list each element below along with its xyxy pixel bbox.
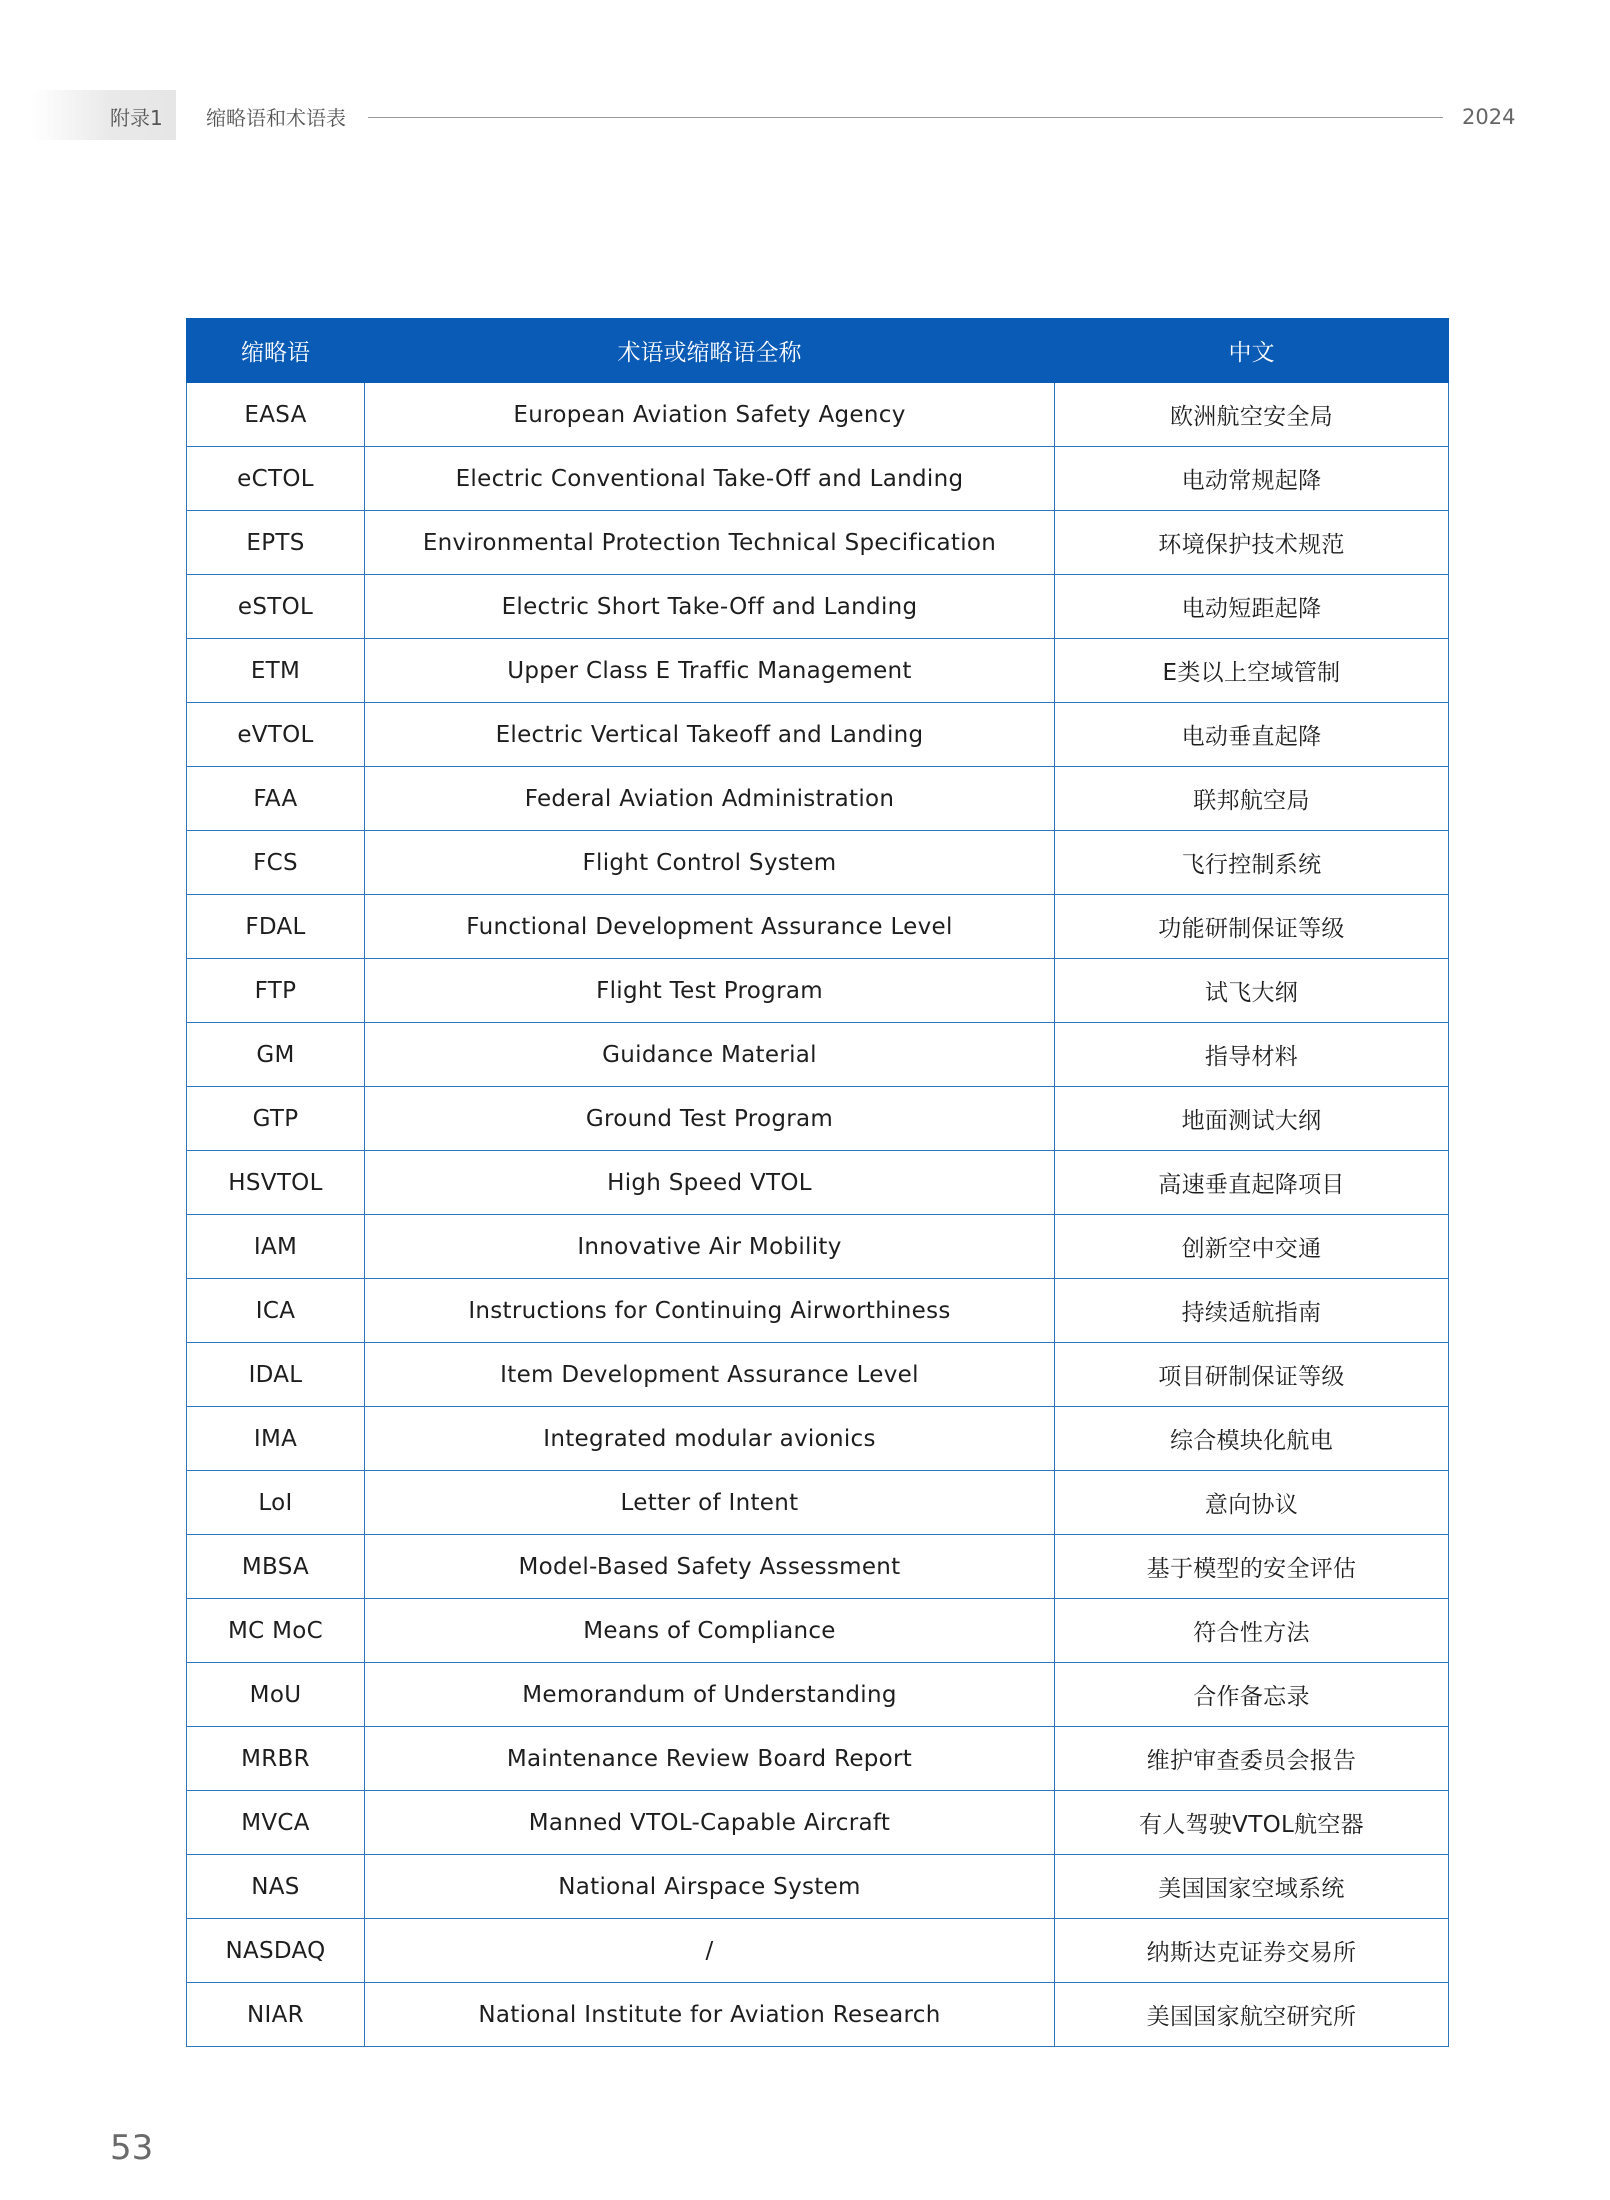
- chinese-term-cell: 美国国家空域系统: [1055, 1855, 1449, 1919]
- table-row: [187, 447, 1449, 511]
- abbreviation-cell: MVCA: [187, 1791, 365, 1855]
- table-row: [187, 1983, 1449, 2047]
- table-row: [187, 831, 1449, 895]
- abbreviation-cell: NIAR: [187, 1983, 365, 2047]
- abbreviation-cell: MRBR: [187, 1727, 365, 1791]
- chinese-term-cell: 有人驾驶VTOL航空器: [1055, 1791, 1449, 1855]
- glossary-table: [186, 318, 1449, 2047]
- table-row: [187, 1919, 1449, 1983]
- abbreviation-cell: IMA: [187, 1407, 365, 1471]
- column-header-full-term: 术语或缩略语全称: [365, 319, 1055, 383]
- table-row: [187, 1599, 1449, 1663]
- full-term-cell: Electric Short Take-Off and Landing: [365, 575, 1055, 639]
- abbreviation-cell: EASA: [187, 383, 365, 447]
- chinese-term-cell: 美国国家航空研究所: [1055, 1983, 1449, 2047]
- abbreviation-cell: FAA: [187, 767, 365, 831]
- abbreviation-cell: FCS: [187, 831, 365, 895]
- chinese-term-cell: 意向协议: [1055, 1471, 1449, 1535]
- full-term-cell: Integrated modular avionics: [365, 1407, 1055, 1471]
- abbreviation-cell: IAM: [187, 1215, 365, 1279]
- full-term-cell: Maintenance Review Board Report: [365, 1727, 1055, 1791]
- abbreviation-cell: ICA: [187, 1279, 365, 1343]
- abbreviation-cell: HSVTOL: [187, 1151, 365, 1215]
- chinese-term-cell: 符合性方法: [1055, 1599, 1449, 1663]
- abbreviation-cell: eVTOL: [187, 703, 365, 767]
- chinese-term-cell: 联邦航空局: [1055, 767, 1449, 831]
- table-row: [187, 383, 1449, 447]
- full-term-cell: National Institute for Aviation Research: [365, 1983, 1055, 2047]
- abbreviation-cell: MBSA: [187, 1535, 365, 1599]
- section-title: 缩略语和术语表: [206, 106, 346, 130]
- table-row: [187, 895, 1449, 959]
- abbreviation-cell: eCTOL: [187, 447, 365, 511]
- chinese-term-cell: 合作备忘录: [1055, 1663, 1449, 1727]
- full-term-cell: Electric Conventional Take-Off and Landing: [365, 447, 1055, 511]
- full-term-cell: High Speed VTOL: [365, 1151, 1055, 1215]
- table-row: [187, 959, 1449, 1023]
- table-header-row: [187, 319, 1449, 383]
- full-term-cell: Means of Compliance: [365, 1599, 1055, 1663]
- full-term-cell: Innovative Air Mobility: [365, 1215, 1055, 1279]
- table-row: [187, 1151, 1449, 1215]
- abbreviation-cell: ETM: [187, 639, 365, 703]
- full-term-cell: Guidance Material: [365, 1023, 1055, 1087]
- table-row: [187, 1663, 1449, 1727]
- chinese-term-cell: 创新空中交通: [1055, 1215, 1449, 1279]
- table-body: [187, 383, 1449, 2047]
- full-term-cell: Functional Development Assurance Level: [365, 895, 1055, 959]
- chinese-term-cell: 综合模块化航电: [1055, 1407, 1449, 1471]
- column-header-abbreviation: 缩略语: [187, 319, 365, 383]
- table-row: [187, 639, 1449, 703]
- full-term-cell: Manned VTOL-Capable Aircraft: [365, 1791, 1055, 1855]
- glossary-table-container: [186, 318, 1448, 2047]
- chinese-term-cell: 电动短距起降: [1055, 575, 1449, 639]
- abbreviation-cell: eSTOL: [187, 575, 365, 639]
- abbreviation-cell: MC MoC: [187, 1599, 365, 1663]
- abbreviation-cell: FDAL: [187, 895, 365, 959]
- table-row: [187, 575, 1449, 639]
- chinese-term-cell: 基于模型的安全评估: [1055, 1535, 1449, 1599]
- chinese-term-cell: 功能研制保证等级: [1055, 895, 1449, 959]
- table-row: [187, 1407, 1449, 1471]
- appendix-label: 附录1: [110, 106, 163, 130]
- table-row: [187, 767, 1449, 831]
- full-term-cell: Flight Control System: [365, 831, 1055, 895]
- abbreviation-cell: IDAL: [187, 1343, 365, 1407]
- abbreviation-cell: NAS: [187, 1855, 365, 1919]
- table-row: [187, 703, 1449, 767]
- chinese-term-cell: 高速垂直起降项目: [1055, 1151, 1449, 1215]
- header-year: 2024: [1462, 105, 1516, 129]
- full-term-cell: Upper Class E Traffic Management: [365, 639, 1055, 703]
- full-term-cell: Memorandum of Understanding: [365, 1663, 1055, 1727]
- table-row: [187, 1215, 1449, 1279]
- header-divider: [368, 117, 1443, 118]
- table-row: [187, 1855, 1449, 1919]
- chinese-term-cell: 地面测试大纲: [1055, 1087, 1449, 1151]
- full-term-cell: Letter of Intent: [365, 1471, 1055, 1535]
- chinese-term-cell: 维护审查委员会报告: [1055, 1727, 1449, 1791]
- table-row: [187, 1471, 1449, 1535]
- page-number: 53: [110, 2128, 154, 2168]
- full-term-cell: European Aviation Safety Agency: [365, 383, 1055, 447]
- full-term-cell: Electric Vertical Takeoff and Landing: [365, 703, 1055, 767]
- abbreviation-cell: GTP: [187, 1087, 365, 1151]
- abbreviation-cell: GM: [187, 1023, 365, 1087]
- full-term-cell: Federal Aviation Administration: [365, 767, 1055, 831]
- chinese-term-cell: 飞行控制系统: [1055, 831, 1449, 895]
- full-term-cell: National Airspace System: [365, 1855, 1055, 1919]
- full-term-cell: /: [365, 1919, 1055, 1983]
- chinese-term-cell: 指导材料: [1055, 1023, 1449, 1087]
- table-row: [187, 1727, 1449, 1791]
- table-row: [187, 1279, 1449, 1343]
- chinese-term-cell: 项目研制保证等级: [1055, 1343, 1449, 1407]
- chinese-term-cell: 持续适航指南: [1055, 1279, 1449, 1343]
- table-row: [187, 1343, 1449, 1407]
- abbreviation-cell: FTP: [187, 959, 365, 1023]
- chinese-term-cell: 电动常规起降: [1055, 447, 1449, 511]
- abbreviation-cell: MoU: [187, 1663, 365, 1727]
- chinese-term-cell: 电动垂直起降: [1055, 703, 1449, 767]
- full-term-cell: Item Development Assurance Level: [365, 1343, 1055, 1407]
- full-term-cell: Instructions for Continuing Airworthiness: [365, 1279, 1055, 1343]
- table-row: [187, 1023, 1449, 1087]
- abbreviation-cell: LoI: [187, 1471, 365, 1535]
- chinese-term-cell: 纳斯达克证券交易所: [1055, 1919, 1449, 1983]
- table-row: [187, 511, 1449, 575]
- abbreviation-cell: NASDAQ: [187, 1919, 365, 1983]
- chinese-term-cell: E类以上空域管制: [1055, 639, 1449, 703]
- full-term-cell: Flight Test Program: [365, 959, 1055, 1023]
- chinese-term-cell: 试飞大纲: [1055, 959, 1449, 1023]
- table-row: [187, 1087, 1449, 1151]
- full-term-cell: Model-Based Safety Assessment: [365, 1535, 1055, 1599]
- abbreviation-cell: EPTS: [187, 511, 365, 575]
- column-header-chinese: 中文: [1055, 319, 1449, 383]
- full-term-cell: Environmental Protection Technical Specification: [365, 511, 1055, 575]
- full-term-cell: Ground Test Program: [365, 1087, 1055, 1151]
- table-row: [187, 1535, 1449, 1599]
- chinese-term-cell: 欧洲航空安全局: [1055, 383, 1449, 447]
- table-row: [187, 1791, 1449, 1855]
- chinese-term-cell: 环境保护技术规范: [1055, 511, 1449, 575]
